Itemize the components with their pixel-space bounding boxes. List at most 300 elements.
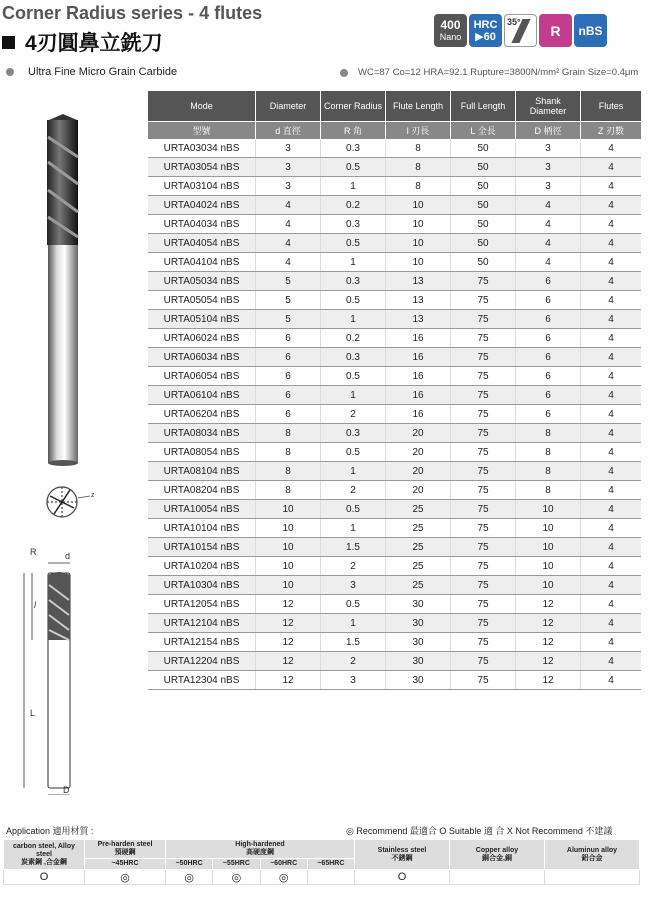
table-cell: 0.3 [321,424,386,443]
table-cell: 4 [516,215,581,234]
table-cell: 13 [386,291,451,310]
table-cell: 1 [321,386,386,405]
table-cell: 3 [256,139,321,158]
table-cell: URTA04024 nBS [148,196,256,215]
app-group-zh: 預硬鋼 [114,849,136,856]
badge-radius-label: R [550,22,561,39]
material-text: Ultra Fine Micro Grain Carbide [28,66,178,78]
table-cell: 75 [451,310,516,329]
table-cell: 4 [581,595,642,614]
app-preharden [85,840,166,859]
table-cell: URTA10054 nBS [148,500,256,519]
nbs-badge [574,14,607,47]
subcol-mode: 型號 [148,122,256,140]
table-cell: 0.5 [321,443,386,462]
table-cell: 4 [581,557,642,576]
app-stainless [355,840,450,870]
table-row [148,367,641,386]
table-cell: 75 [451,329,516,348]
table-cell: URTA10154 nBS [148,538,256,557]
table-cell: 6 [256,367,321,386]
table-cell: 12 [516,595,581,614]
table-cell: 4 [581,652,642,671]
table-cell: 0.3 [321,272,386,291]
table-cell: URTA10204 nBS [148,557,256,576]
table-cell: 1 [321,462,386,481]
table-cell: 10 [516,500,581,519]
subcol-flutes: Z 刃數 [581,122,642,140]
table-cell: 3 [516,139,581,158]
table-cell: 3 [256,177,321,196]
table-cell: 0.3 [321,139,386,158]
table-cell: 50 [451,215,516,234]
table-cell: 4 [581,234,642,253]
table-cell: 10 [386,234,451,253]
table-cell: 13 [386,272,451,291]
badge-nano-label: Nano [439,31,462,42]
table-cell: URTA05054 nBS [148,291,256,310]
table-cell: 4 [581,500,642,519]
table-cell: 50 [451,234,516,253]
table-cell: 10 [386,253,451,272]
table-cell: URTA04034 nBS [148,215,256,234]
table-cell: 4 [256,196,321,215]
table-cell: 75 [451,291,516,310]
table-cell: 6 [256,386,321,405]
bullet-icon [6,68,14,76]
table-cell: URTA10104 nBS [148,519,256,538]
table-cell: 10 [256,500,321,519]
feature-badges [434,14,607,47]
col-mode: Mode [148,91,256,122]
table-cell: 8 [516,481,581,500]
mark-carbon-steel: O [4,870,85,885]
table-cell: 4 [581,291,642,310]
helix-angle-badge [504,14,537,47]
table-cell: 3 [321,576,386,595]
table-cell: 75 [451,576,516,595]
table-cell: 20 [386,443,451,462]
table-cell: 4 [581,424,642,443]
table-cell: 4 [581,253,642,272]
subcol-full-length: L 全長 [451,122,516,140]
table-cell: 3 [516,158,581,177]
table-cell: 30 [386,633,451,652]
table-cell: 25 [386,519,451,538]
spec-text: WC=87 Co=12 HRA=92.1 Rupture=3800N/mm² Grain Size=0.4μm [358,67,639,78]
table-row [148,405,641,424]
table-cell: 16 [386,348,451,367]
table-cell: 75 [451,443,516,462]
app-group-en: Pre-harden steel [97,841,153,848]
table-cell: 6 [516,291,581,310]
mark-copper [450,870,545,885]
table-cell: 4 [516,196,581,215]
square-bullet-icon [2,36,15,49]
app-group-zh: 鋁合金 [581,854,603,862]
table-cell: 10 [386,196,451,215]
table-cell: 10 [516,519,581,538]
table-cell: 6 [256,329,321,348]
table-cell: 75 [451,557,516,576]
table-row [148,538,641,557]
table-cell: 75 [451,538,516,557]
table-cell: URTA08034 nBS [148,424,256,443]
table-cell: 50 [451,158,516,177]
table-cell: 8 [386,177,451,196]
app-group-zh: 不銹鋼 [391,854,413,862]
app-copper [450,840,545,870]
table-cell: 0.5 [321,291,386,310]
table-cell: 0.3 [321,348,386,367]
table-row [148,614,641,633]
hrc-45: ~45HRC [85,859,166,870]
table-cell: 4 [516,253,581,272]
app-group-en: Copper alloy [475,846,519,854]
application-table [3,839,640,885]
app-group-zh: 炭素鋼 ,合金鋼 [21,858,67,866]
badge-nbs-label: nBS [578,23,603,38]
table-cell: URTA12054 nBS [148,595,256,614]
table-cell: URTA04054 nBS [148,234,256,253]
subcol-diameter: d 直徑 [256,122,321,140]
table-cell: 2 [321,557,386,576]
table-cell: 12 [256,595,321,614]
table-row [148,158,641,177]
table-cell: 8 [256,481,321,500]
table-cell: 2 [321,652,386,671]
table-cell: URTA06054 nBS [148,367,256,386]
badge-hrc-value: ▶60 [475,30,496,43]
mark-hrc-50: ◎ [166,870,213,885]
app-group-en: High-hardened [235,841,285,848]
table-cell: 4 [256,234,321,253]
table-cell: 10 [516,557,581,576]
table-row [148,652,641,671]
table-cell: 75 [451,595,516,614]
table-cell: URTA08104 nBS [148,462,256,481]
table-cell: URTA12154 nBS [148,633,256,652]
table-cell: 12 [256,671,321,690]
table-row [148,519,641,538]
table-cell: 3 [516,177,581,196]
table-cell: 12 [516,614,581,633]
table-cell: 75 [451,481,516,500]
app-high-hardened [166,840,355,859]
table-cell: 6 [516,367,581,386]
bullet-icon [340,69,348,77]
hrc-60: ~60HRC [260,859,307,870]
table-cell: 0.5 [321,158,386,177]
table-row [148,576,641,595]
table-cell: 0.5 [321,367,386,386]
table-cell: 75 [451,671,516,690]
table-cell: 10 [386,215,451,234]
table-cell: 4 [581,139,642,158]
table-cell: 4 [256,253,321,272]
table-cell: 5 [256,310,321,329]
full-length-label: L [30,708,36,718]
table-cell: 10 [256,538,321,557]
badge-helix-value: 35° [507,17,521,27]
table-cell: 75 [451,519,516,538]
table-cell: 6 [516,310,581,329]
application-legend: ◎ Recommend 最適合 O Suitable 適 合 X Not Recommend 不建議 [346,826,613,836]
table-cell: URTA04104 nBS [148,253,256,272]
table-cell: URTA12304 nBS [148,671,256,690]
table-cell: 0.5 [321,234,386,253]
table-cell: 6 [516,405,581,424]
table-cell: 50 [451,139,516,158]
table-cell: 1 [321,177,386,196]
table-row [148,557,641,576]
table-cell: 30 [386,652,451,671]
table-cell: 12 [256,614,321,633]
table-cell: 4 [581,367,642,386]
table-cell: 5 [256,272,321,291]
table-cell: 6 [516,272,581,291]
table-cell: 4 [256,215,321,234]
table-cell: 8 [256,462,321,481]
table-cell: 10 [516,576,581,595]
table-cell: 12 [516,652,581,671]
table-cell: 0.5 [321,595,386,614]
table-cell: 16 [386,367,451,386]
table-cell: 20 [386,462,451,481]
table-cell: 4 [581,196,642,215]
table-cell: 10 [516,538,581,557]
table-cell: 4 [581,671,642,690]
hrc-50: ~50HRC [166,859,213,870]
app-carbon-steel [4,840,85,870]
table-row [148,595,641,614]
table-cell: 8 [386,158,451,177]
table-cell: 50 [451,253,516,272]
subcol-flute-length: l 刃長 [386,122,451,140]
table-row [148,443,641,462]
table-cell: 30 [386,595,451,614]
table-cell: 20 [386,481,451,500]
diameter-label: d [65,551,71,561]
table-cell: 1 [321,253,386,272]
table-cell: 6 [516,329,581,348]
table-cell: 8 [386,139,451,158]
table-cell: URTA06104 nBS [148,386,256,405]
table-row [148,500,641,519]
table-cell: URTA06204 nBS [148,405,256,424]
table-cell: 12 [256,652,321,671]
table-row [148,386,641,405]
table-cell: 50 [451,196,516,215]
app-group-en: carbon steel, Alloy steel [13,842,75,858]
table-cell: 3 [321,671,386,690]
table-cell: 20 [386,424,451,443]
table-cell: URTA08054 nBS [148,443,256,462]
table-cell: 8 [516,424,581,443]
mark-hrc-45: ◎ [85,870,166,885]
table-cell: 75 [451,386,516,405]
table-cell: URTA03104 nBS [148,177,256,196]
mark-stainless: O [355,870,450,885]
mark-hrc-55: ◎ [213,870,260,885]
mark-hrc-60: ◎ [260,870,307,885]
axis-z-label: z [91,492,95,499]
table-cell: 50 [451,177,516,196]
table-cell: 1 [321,310,386,329]
end-mill-image [44,112,82,466]
table-row [148,329,641,348]
table-row [148,633,641,652]
table-cell: 4 [581,614,642,633]
table-cell: 2 [321,481,386,500]
badge-hrc-label: HRC [473,18,498,31]
col-full-length: Full Length [451,91,516,122]
table-cell: 5 [256,291,321,310]
table-cell: 4 [581,272,642,291]
table-cell: URTA06034 nBS [148,348,256,367]
table-cell: 4 [581,519,642,538]
app-group-en: Aluminun alloy [566,846,618,854]
table-cell: 25 [386,576,451,595]
hrc-55: ~55HRC [213,859,260,870]
table-row [148,291,641,310]
mark-hrc-65 [307,870,354,885]
table-cell: 8 [516,462,581,481]
table-row [148,215,641,234]
table-cell: 75 [451,652,516,671]
application-title: Application 適用材質 : [6,826,94,836]
badge-nano-value: 400 [440,17,461,32]
table-cell: 8 [516,443,581,462]
table-cell: 4 [581,576,642,595]
shank-diameter-label: D [63,785,70,795]
subcol-corner-radius: R 角 [321,122,386,140]
table-cell: 4 [581,329,642,348]
table-cell: 75 [451,633,516,652]
table-cell: 1.5 [321,538,386,557]
table-cell: URTA08204 nBS [148,481,256,500]
col-corner-radius: Corner Radius [321,91,386,122]
table-row [148,234,641,253]
page-subtitle [2,27,163,57]
table-cell: 8 [256,443,321,462]
table-cell: 30 [386,614,451,633]
table-row [148,348,641,367]
table-row [148,462,641,481]
table-cell: 10 [256,557,321,576]
table-row [148,671,641,690]
hrc-65: ~65HRC [307,859,354,870]
table-cell: 10 [256,576,321,595]
table-cell: URTA05104 nBS [148,310,256,329]
table-cell: 4 [581,405,642,424]
table-cell: 75 [451,424,516,443]
flute-length-label: l [34,600,36,610]
subtitle-text: 4刃圓鼻立銑刀 [25,32,163,55]
table-cell: 10 [256,519,321,538]
table-row [148,196,641,215]
table-cell: 4 [581,443,642,462]
table-cell: 16 [386,405,451,424]
table-cell: 4 [581,386,642,405]
table-cell: 0.5 [321,500,386,519]
table-cell: 4 [516,234,581,253]
table-cell: 6 [256,348,321,367]
table-cell: 4 [581,310,642,329]
table-cell: 25 [386,538,451,557]
col-flutes: Flutes [581,91,642,122]
end-view-diagram [42,478,102,526]
table-cell: 0.2 [321,329,386,348]
table-cell: 13 [386,310,451,329]
app-group-en: Stainless steel [377,846,427,854]
table-cell: 75 [451,462,516,481]
table-cell: URTA06024 nBS [148,329,256,348]
table-cell: 12 [516,671,581,690]
subcol-shank-diameter: D 柄徑 [516,122,581,140]
table-row [148,424,641,443]
table-cell: 8 [256,424,321,443]
table-cell: 25 [386,557,451,576]
table-cell: 75 [451,614,516,633]
table-cell: 75 [451,348,516,367]
table-cell: URTA12104 nBS [148,614,256,633]
table-cell: 12 [256,633,321,652]
table-cell: 4 [581,348,642,367]
table-cell: 4 [581,177,642,196]
table-cell: 2 [321,405,386,424]
corner-radius-badge [539,14,572,47]
table-cell: 0.2 [321,196,386,215]
table-cell: 1 [321,614,386,633]
table-cell: 6 [516,348,581,367]
dimension-diagram [20,545,90,795]
table-cell: 12 [516,633,581,652]
table-cell: 6 [516,386,581,405]
table-cell: 75 [451,500,516,519]
spec-line [340,67,638,78]
table-cell: 4 [581,633,642,652]
table-row [148,253,641,272]
table-cell: URTA10304 nBS [148,576,256,595]
table-cell: 4 [581,158,642,177]
table-cell: 4 [581,215,642,234]
table-row [148,310,641,329]
table-cell: 16 [386,329,451,348]
table-cell: 30 [386,671,451,690]
page-title: Corner Radius series - 4 flutes [2,3,263,23]
radius-label: R [30,547,37,557]
table-cell: 75 [451,367,516,386]
table-cell: URTA03054 nBS [148,158,256,177]
table-cell: 4 [581,481,642,500]
table-cell: URTA12204 nBS [148,652,256,671]
col-diameter: Diameter [256,91,321,122]
mark-aluminum [545,870,640,885]
table-cell: 1 [321,519,386,538]
col-shank-diameter: Shank Diameter [516,91,581,122]
table-cell: URTA03034 nBS [148,139,256,158]
table-cell: 6 [256,405,321,424]
app-group-zh: 高硬度鋼 [246,849,274,856]
table-row [148,481,641,500]
table-cell: 4 [581,538,642,557]
table-cell: 3 [256,158,321,177]
nano-coating-badge [434,14,467,47]
col-flute-length: Flute Length [386,91,451,122]
table-cell: 0.3 [321,215,386,234]
table-cell: URTA05034 nBS [148,272,256,291]
